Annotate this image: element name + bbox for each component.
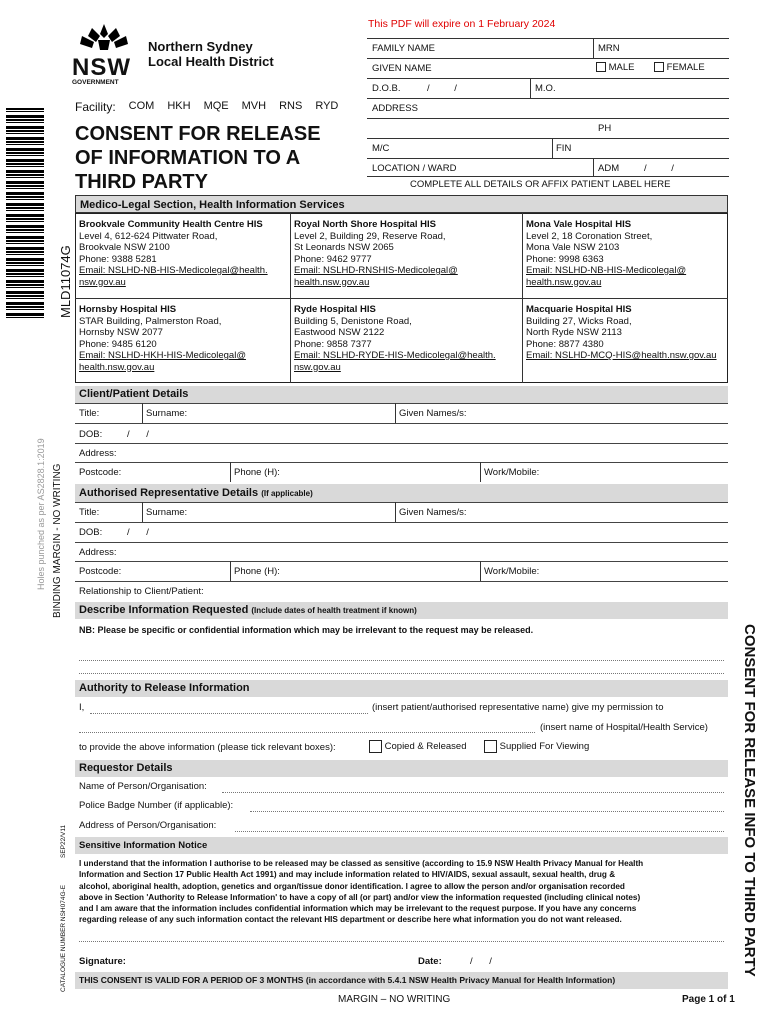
requestor-badge-field[interactable]: Police Badge Number (if applicable): bbox=[79, 800, 234, 811]
female-option[interactable] bbox=[654, 62, 705, 73]
logo-sub: GOVERNMENT bbox=[72, 79, 119, 86]
medico-header: Medico-Legal Section, Health Information Services bbox=[75, 195, 728, 213]
viewing-option[interactable] bbox=[484, 740, 589, 753]
rep-postcode-field[interactable]: Postcode: bbox=[79, 566, 122, 577]
hospital-address: Level 2, 18 Coronation Street, bbox=[526, 230, 653, 242]
hospital-address: Level 2, Building 29, Reserve Road, bbox=[294, 230, 446, 242]
hospital-email[interactable]: Email: NSLHD-MCQ-HIS@health.nsw.gov.au bbox=[526, 350, 717, 361]
rep-relationship-field[interactable]: Relationship to Client/Patient: bbox=[79, 586, 204, 597]
patient-label-footer: COMPLETE ALL DETAILS OR AFFIX PATIENT LABEL HERE bbox=[410, 179, 671, 190]
hospital-brookvale bbox=[79, 219, 268, 288]
authority-header: Authority to Release Information bbox=[75, 680, 728, 697]
facility-row bbox=[75, 100, 338, 114]
barcode bbox=[6, 108, 44, 318]
hospital-name: Ryde Hospital HIS bbox=[294, 304, 376, 315]
hospital-phone: Phone: 9998 6363 bbox=[526, 253, 604, 265]
describe-sub: (Include dates of health treatment if known) bbox=[251, 606, 417, 615]
sensitive-text bbox=[79, 858, 643, 926]
signature-field[interactable]: Signature: bbox=[79, 956, 126, 967]
requestor-name-field[interactable]: Name of Person/Organisation: bbox=[79, 781, 207, 792]
title-line1: CONSENT FOR RELEASE bbox=[75, 123, 321, 145]
hospital-email[interactable]: Email: NSLHD-RYDE-HIS-Medicolegal@health. bbox=[294, 350, 496, 361]
hospital-suburb: Brookvale NSW 2100 bbox=[79, 242, 170, 253]
rep-address-field[interactable]: Address: bbox=[79, 547, 117, 558]
authority-insert-hosp: (insert name of Hospital/Health Service) bbox=[540, 722, 708, 733]
client-given-field[interactable]: Given Names/s: bbox=[399, 408, 467, 419]
hospital-suburb: Mona Vale NSW 2103 bbox=[526, 242, 620, 253]
date-code: SEP22/V11 bbox=[60, 824, 67, 858]
address-label: ADDRESS bbox=[372, 103, 418, 114]
facility-mvh[interactable]: MVH bbox=[241, 100, 267, 112]
hospital-suburb: Hornsby NSW 2077 bbox=[79, 327, 163, 338]
waratah-icon bbox=[72, 22, 136, 52]
authority-insert-name: (insert patient/authorised representative name) give my permission to bbox=[372, 702, 664, 713]
requestor-header: Requestor Details bbox=[75, 760, 728, 777]
hospital-ryde bbox=[294, 304, 496, 373]
facility-label: Facility: bbox=[75, 100, 116, 114]
authority-name-line[interactable] bbox=[90, 713, 368, 714]
rep-header bbox=[75, 484, 728, 502]
facility-rns[interactable]: RNS bbox=[279, 100, 303, 112]
hospital-email-cont[interactable]: health.nsw.gov.au bbox=[79, 361, 155, 373]
viewing-label: Supplied For Viewing bbox=[499, 741, 590, 753]
rep-title-field[interactable]: Title: bbox=[79, 507, 100, 518]
mrn-label: MRN bbox=[598, 43, 620, 54]
hospital-email[interactable]: Email: NSLHD-NB-HIS-Medicolegal@ bbox=[526, 265, 687, 276]
district-name bbox=[148, 39, 274, 69]
rep-dob-field[interactable]: DOB: bbox=[79, 527, 103, 538]
hospital-phone: Phone: 9462 9777 bbox=[294, 253, 372, 265]
catalogue-number: CATALOGUE NUMBER NSH074G-E bbox=[60, 884, 67, 992]
client-phone-field[interactable]: Phone (H): bbox=[234, 467, 280, 478]
hospital-suburb: St Leonards NSW 2065 bbox=[294, 242, 394, 253]
male-label: MALE bbox=[608, 62, 635, 73]
location-label: LOCATION / WARD bbox=[372, 163, 457, 174]
describe-line[interactable] bbox=[79, 660, 724, 661]
hospital-address: Level 4, 612-624 Pittwater Road, bbox=[79, 230, 218, 242]
female-label: FEMALE bbox=[666, 62, 705, 73]
date-separators: / / bbox=[470, 956, 492, 967]
hospital-email-cont[interactable]: health.nsw.gov.au bbox=[526, 276, 602, 288]
sensitive-line: regarding release of any such information contact the relevant HIS department or describe here what information you do not want released. bbox=[79, 915, 622, 925]
male-checkbox[interactable] bbox=[596, 62, 606, 72]
copied-option[interactable] bbox=[369, 740, 467, 753]
hospital-address: Building 5, Denistone Road, bbox=[294, 315, 412, 327]
client-dob-separators: / / bbox=[127, 429, 149, 440]
sensitive-line: I understand that the information I authorise to be released may be classed as sensitive (according to 15.9 NSW Health Privacy Manual for Health bbox=[79, 859, 644, 868]
male-option[interactable] bbox=[596, 62, 635, 73]
sensitive-header: Sensitive Information Notice bbox=[75, 837, 728, 854]
client-header: Client/Patient Details bbox=[75, 386, 728, 403]
sensitive-line: Information and Section 17 Public Health Act 1991) and may include information related to HIV/AIDS, sexual assault, sexual health, drug & bbox=[79, 870, 616, 880]
authority-hosp-line[interactable] bbox=[79, 732, 535, 733]
ph-label: PH bbox=[598, 123, 612, 134]
authority-i: I, bbox=[79, 702, 85, 713]
hospital-email[interactable]: Email: NSLHD-RNSHIS-Medicolegal@ bbox=[294, 265, 458, 276]
adm-separators: / / bbox=[644, 163, 674, 174]
female-checkbox[interactable] bbox=[654, 62, 664, 72]
date-field[interactable]: Date: bbox=[418, 956, 442, 967]
hospital-phone: Phone: 8877 4380 bbox=[526, 338, 604, 350]
viewing-checkbox[interactable] bbox=[484, 740, 497, 753]
facility-hkh[interactable]: HKH bbox=[167, 100, 191, 112]
mo-label: M.O. bbox=[535, 83, 556, 94]
describe-line[interactable] bbox=[79, 673, 724, 674]
hospital-email-cont[interactable]: health.nsw.gov.au bbox=[294, 276, 370, 288]
mc-label: M/C bbox=[372, 143, 390, 154]
hospital-email-cont[interactable]: nsw.gov.au bbox=[294, 361, 341, 373]
rep-header-sub: (If applicable) bbox=[261, 489, 313, 498]
hospital-phone: Phone: 9858 7377 bbox=[294, 338, 372, 350]
binding-margin-note: BINDING MARGIN - NO WRITING bbox=[52, 463, 63, 618]
given-name-label: GIVEN NAME bbox=[372, 63, 432, 74]
bottom-margin-note: MARGIN – NO WRITING bbox=[338, 994, 451, 1005]
expiry-notice: This PDF will expire on 1 February 2024 bbox=[368, 18, 556, 30]
fin-label: FIN bbox=[556, 143, 572, 154]
hospital-name: Mona Vale Hospital HIS bbox=[526, 219, 632, 230]
facility-com[interactable]: COM bbox=[128, 100, 155, 112]
copied-label: Copied & Released bbox=[384, 741, 467, 753]
district-line1: Northern Sydney bbox=[148, 39, 253, 54]
client-address-field[interactable]: Address: bbox=[79, 448, 117, 459]
dob-label: D.O.B. bbox=[372, 83, 401, 94]
hospital-suburb: Eastwood NSW 2122 bbox=[294, 327, 385, 338]
facility-mqe[interactable]: MQE bbox=[203, 100, 229, 112]
hospital-hornsby bbox=[79, 304, 246, 373]
client-work-field[interactable]: Work/Mobile: bbox=[484, 467, 540, 478]
hospital-name: Brookvale Community Health Centre HIS bbox=[79, 219, 263, 230]
title-line2: OF INFORMATION TO A bbox=[75, 147, 301, 169]
sensitive-line: and I am aware that the information includes confidential information which may be irrelevant to the request purpose. If you have any concerns bbox=[79, 904, 637, 914]
hospital-phone: Phone: 9388 5281 bbox=[79, 253, 157, 265]
authority-provide: to provide the above information (please tick relevant boxes): bbox=[79, 742, 336, 753]
hospital-address: STAR Building, Palmerston Road, bbox=[79, 315, 222, 327]
hospital-address: Building 27, Wicks Road, bbox=[526, 315, 632, 327]
validity-notice: THIS CONSENT IS VALID FOR A PERIOD OF 3 MONTHS (in accordance with 5.4.1 NSW Health Privacy Manual for Health Information) bbox=[75, 972, 728, 989]
side-title: CONSENT FOR RELEASE INFO TO THIRD PARTY bbox=[741, 624, 758, 977]
rep-surname-field[interactable]: Surname: bbox=[146, 507, 188, 518]
holes-note: Holes punched as per AS2828.1:2019 bbox=[36, 438, 46, 590]
copied-checkbox[interactable] bbox=[369, 740, 382, 753]
hospital-email[interactable]: Email: NSLHD-NB-HIS-Medicolegal@health. bbox=[79, 265, 268, 276]
hospital-email-cont[interactable]: nsw.gov.au bbox=[79, 276, 126, 288]
nsw-logo bbox=[72, 22, 136, 84]
hospital-name: Macquarie Hospital HIS bbox=[526, 304, 632, 315]
adm-label: ADM bbox=[598, 163, 620, 174]
sensitive-line: alcohol, aboriginal health, adoption, genetics and organ/tissue donor identification. I agree to allow the person and/or organisation recorded bbox=[79, 881, 625, 891]
sensitive-line: above in Section 'Authority to Release Information' to have a copy of all (or part) and/or view the information requested (including clinical notes) bbox=[79, 892, 641, 902]
rep-header-title: Authorised Representative Details bbox=[79, 487, 259, 499]
page-number: Page 1 of 1 bbox=[682, 994, 735, 1005]
hospital-macquarie bbox=[526, 304, 717, 362]
hospital-name: Hornsby Hospital HIS bbox=[79, 304, 177, 315]
client-title-field[interactable]: Title: bbox=[79, 408, 100, 419]
dob-separators: / / bbox=[427, 83, 457, 94]
rep-given-field[interactable]: Given Names/s: bbox=[399, 507, 467, 518]
rep-work-field[interactable]: Work/Mobile: bbox=[484, 566, 540, 577]
client-dob-field[interactable]: DOB: bbox=[79, 429, 103, 440]
logo-text: NSW bbox=[72, 54, 131, 81]
hospital-suburb: North Ryde NSW 2113 bbox=[526, 327, 622, 338]
district-line2: Local Health District bbox=[148, 54, 274, 69]
describe-header bbox=[75, 602, 728, 619]
hospital-email[interactable]: Email: NSLHD-HKH-HIS-Medicolegal@ bbox=[79, 350, 246, 361]
patient-label-box bbox=[367, 38, 729, 176]
hospital-phone: Phone: 9485 6120 bbox=[79, 338, 157, 350]
hospital-mona-vale bbox=[526, 219, 686, 288]
client-surname-field[interactable]: Surname: bbox=[146, 408, 188, 419]
title-line3: THIRD PARTY bbox=[75, 171, 208, 193]
rep-dob-separators: / / bbox=[127, 527, 149, 538]
facility-ryd[interactable]: RYD bbox=[315, 100, 339, 112]
family-name-label: FAMILY NAME bbox=[372, 43, 435, 54]
hospital-name: Royal North Shore Hospital HIS bbox=[294, 219, 436, 230]
describe-title: Describe Information Requested bbox=[79, 604, 249, 616]
describe-nb: NB: Please be specific or confidential information which may be irrelevant to the request may be released. bbox=[79, 625, 534, 635]
page-title bbox=[75, 122, 321, 194]
hospital-royal-north-shore bbox=[294, 219, 458, 288]
form-code: MLD11074G bbox=[58, 245, 73, 318]
client-postcode-field[interactable]: Postcode: bbox=[79, 467, 122, 478]
rep-phone-field[interactable]: Phone (H): bbox=[234, 566, 280, 577]
requestor-address-field[interactable]: Address of Person/Organisation: bbox=[79, 820, 217, 831]
